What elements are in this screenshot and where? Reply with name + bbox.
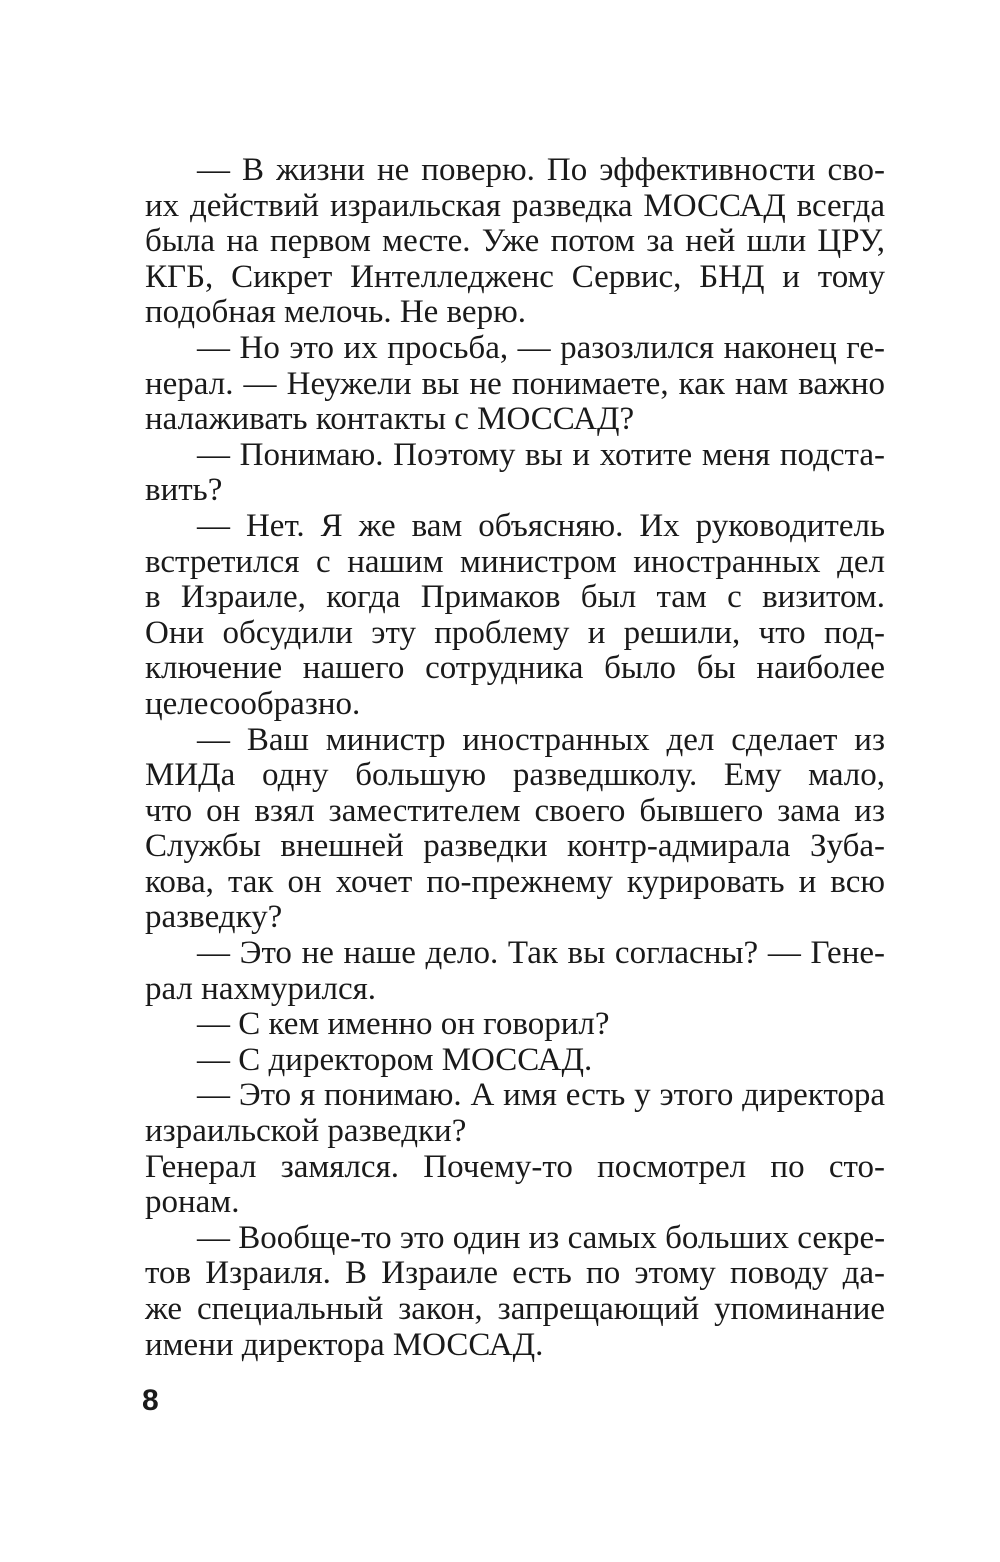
text-line: Они обсудили эту проблему и решили, что под-	[145, 614, 885, 651]
text-line: ронам.	[145, 1184, 240, 1221]
text-line: — Это не наше дело. Так вы согласны? — Гене-	[197, 935, 885, 972]
text-line: же специальный закон, запрещающий упоминание	[145, 1291, 885, 1327]
text-line: подобная мелочь. Не верю.	[145, 294, 526, 331]
text-line: в Израиле, когда Примаков был там с визитом.	[145, 579, 885, 616]
body-text	[145, 153, 885, 1363]
text-line: израильской разведки?	[145, 1113, 467, 1150]
text-line: — Это я понимаю. А имя есть у этого директора	[197, 1077, 885, 1114]
text-line: встретился с нашим министром иностранных дел	[145, 543, 885, 580]
text-line: была на первом месте. Уже потом за ней шли ЦРУ,	[145, 223, 885, 260]
text-line: имени директора МОССАД.	[145, 1326, 544, 1363]
text-line: кова, так он хочет по-прежнему курировать и всю	[145, 863, 885, 900]
text-line: нерал. — Неужели вы не понимаете, как нам важно	[145, 365, 885, 402]
text-line: налаживать контакты с МОССАД?	[145, 401, 635, 438]
text-line: Генерал замялся. Почему-то посмотрел по сто-	[145, 1148, 885, 1185]
text-line: — Вообще-то это один из самых больших секре-	[197, 1219, 886, 1256]
text-line: — Но это их просьба, — разозлился наконец ге-	[197, 329, 885, 366]
text-line: КГБ, Сикрет Интелледженс Сервис, БНД и тому	[145, 258, 885, 295]
text-line: рал нахмурился.	[145, 970, 377, 1007]
text-line: Службы внешней разведки контр-адмирала Зуба-	[145, 828, 885, 865]
text-line: тов Израиля. В Израиле есть по этому поводу да-	[145, 1255, 885, 1292]
text-line: — Ваш министр иностранных дел сделает из	[197, 721, 885, 758]
text-line: — С директором МОССАД.	[197, 1041, 593, 1078]
text-line: их действий израильская разведка МОССАД всегда	[145, 187, 885, 224]
page-number: 8	[142, 1384, 159, 1417]
text-line: — С кем именно он говорил?	[197, 1006, 610, 1043]
text-line: разведку?	[145, 899, 283, 936]
text-line: — Понимаю. Поэтому вы и хотите меня подста-	[197, 436, 885, 473]
text-line: ключение нашего сотрудника было бы наиболее	[145, 650, 885, 687]
text-line: вить?	[145, 472, 223, 509]
text-line: целесообразно.	[145, 685, 361, 722]
text-line: — В жизни не поверю. По эффективности сво-	[197, 152, 885, 188]
text-line: — Нет. Я же вам объясняю. Их руководитель	[197, 507, 885, 544]
text-line: что он взял заместителем своего бывшего зама из	[145, 792, 885, 829]
text-line: МИДа одну большую разведшколу. Ему мало,	[145, 757, 885, 794]
